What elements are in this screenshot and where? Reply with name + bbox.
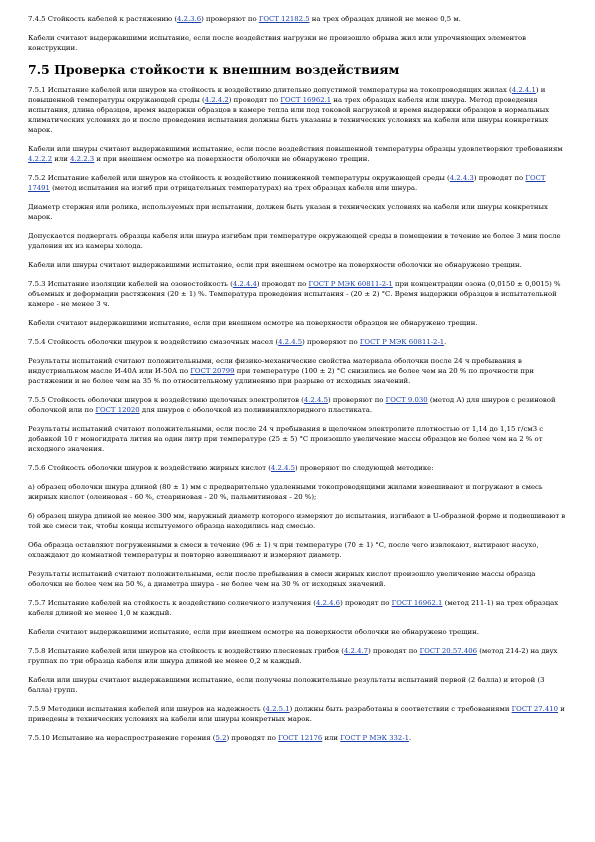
paragraph-text: на трех образцах длиной не менее 0,5 м. [309,15,461,23]
reference-link[interactable]: ГОСТ Р МЭК 60811-2-1 [359,338,445,346]
paragraph-text: 7.5.6 Стойкость оболочки шнуров к воздействию жирных кислот ( [28,464,271,472]
paragraph [28,733,568,743]
paragraph-text: Результаты испытаний считают положительными, если после 24 ч пребывания в щелочном электролите плотностью от 1,14 до 1,15 г/см3 с добавкой 10 г моногидрата лития на один литр при температуре (25 ± 5) °С произошло увеличение массы образцов не более чем на 2 % от исходного значения. [28,425,544,453]
paragraph-text: ) проводят по [226,734,279,742]
reference-link[interactable]: ГОСТ 17491 [28,174,546,192]
paragraph-text: 7.4.5 Стойкость кабелей к растяжению ( [28,15,178,23]
paragraph [28,482,568,502]
reference-link[interactable]: 4.2.4.3 [449,174,474,182]
paragraph [28,627,568,637]
paragraph-text: . [444,338,447,346]
paragraph-text: Допускается подвергать образцы кабеля или шнура изгибам при температуре окружающей среды в помещении в течение не более 3 мин после удаления их из камеры холода. [28,232,561,250]
paragraph-text: ) проводят по [473,174,526,182]
paragraph-text: 7.5.2 Испытание кабелей или шнуров на стойкость к воздействию пониженной температуры окружающей среды ( [28,174,450,182]
reference-link[interactable]: ГОСТ Р МЭК 60811-2-1 [308,280,393,288]
reference-link[interactable]: ГОСТ 20799 [190,367,235,375]
reference-link[interactable]: 4.2.4.6 [315,599,341,607]
paragraph [28,424,568,454]
paragraph-text: ) должны быть разработаны в соответствии с требованиями [289,705,512,713]
reference-link[interactable]: 4.2.5.1 [265,705,290,713]
reference-link[interactable]: 4.2.4.5 [303,396,328,404]
paragraph [28,646,568,666]
paragraph-text: для шнуров с оболочкой из поливинилхлоридного пластиката. [139,406,373,414]
paragraph-text: Диаметр стержня или ролика, используемых при испытании, должен быть указан в технических условиях на кабели или шнуры конкретных марок. [28,203,548,221]
paragraph [28,202,568,222]
paragraph-text: б) образец шнура длиной не менее 300 мм, наружный диаметр которого измеряют до испытания, изгибают в U-образной форме и подвешивают в той же смеси так, чтобы концы испытуемого образца находились над смесью. [28,512,566,530]
paragraph-text: ) проводят по [228,96,281,104]
paragraph-text: и при внешнем осмотре на поверхности оболочки не обнаружено трещин. [94,155,370,163]
paragraph [28,511,568,531]
paragraph [28,569,568,589]
paragraph-text: Результаты испытаний считают положительными, если физико-механические свойства материала оболочки после 24 ч пребывания в индустриальном масле И-40А или И-50А по [28,357,522,375]
reference-link[interactable]: ГОСТ 12182.5 [258,15,310,23]
paragraph-text: Кабели считают выдержавшими испытание, если при внешнем осмотре на поверхности образцов не обнаружено трещин. [28,319,478,327]
reference-link[interactable]: ГОСТ 16962.1 [280,96,332,104]
paragraph-text: ) проверяют по следующей методике: [295,464,434,472]
paragraph [28,540,568,560]
paragraph-text: ) проверяют по [201,15,259,23]
paragraph-text: 7.5.8 Испытание кабелей или шнуров на стойкость к воздействию плесневых грибов ( [28,647,344,655]
paragraph-text: Кабели или шнуры считают выдержавшими испытание, если после воздействия повышенной температуры образцы удовлетворяют требованиям [28,145,563,153]
paragraph-text: и приведены в технических условиях на кабели или шнуры конкретных марок. [28,705,565,723]
reference-link[interactable]: 4.2.4.5 [278,338,303,346]
paragraph-text: (метод 214-2) на двух группах по три образца кабеля или шнура длиной не менее 0,2 м каждый. [28,647,558,665]
paragraph-text: 7.5.7 Испытание кабелей на стойкость к воздействию солнечного излучения ( [28,599,316,607]
paragraph-text: 7.5.3 Испытание изоляции кабелей на озоностойкость ( [28,280,233,288]
paragraph [28,356,568,386]
paragraph-text: при концентрации озона (0,0150 ± 0,0015) % объемных и деформации растяжения (20 ± 1) %. Температура проведения испытания - (20 ± 2) °С. Время выдержки образцов в испытательной камере - не менее 3 ч. [28,280,561,308]
paragraph [28,33,568,53]
paragraph-text: Результаты испытаний считают положительными, если после пребывания в смеси жирных кислот произошло увеличение массы образца оболочки не более чем на 50 %, а диаметра шнура - не более чем на 30 % от исходных значений. [28,570,536,588]
reference-link[interactable]: 5.2 [215,734,227,742]
paragraph [28,144,568,164]
reference-link[interactable]: 4.2.3.6 [177,15,202,23]
paragraph [28,463,568,473]
reference-link[interactable]: ГОСТ 12176 [278,734,323,742]
paragraph-text: Кабели считают выдержавшими испытание, если после воздействия нагрузки не произошло обрыва жил или упрочняющих элементов конструкции. [28,34,526,52]
paragraph [28,260,568,270]
paragraph [28,85,568,135]
reference-link[interactable]: 4.2.2.3 [70,155,95,163]
document-content [28,14,568,743]
paragraph-text: или [52,155,71,163]
reference-link[interactable]: ГОСТ 12020 [95,406,140,414]
paragraph-text: (метод 211-1) на трех образцах кабеля длиной не менее 1,0 м каждый. [28,599,559,617]
paragraph-text: или [322,734,341,742]
reference-link[interactable]: 4.2.4.1 [511,86,536,94]
paragraph-text: 7.5.10 Испытание на нераспространение горения ( [28,734,216,742]
paragraph-text: 7.5.1 Испытание кабелей или шнуров на стойкость к воздействию длительно допустимой температуры на токопроводящих жилах ( [28,86,512,94]
paragraph [28,675,568,695]
reference-link[interactable]: ГОСТ 27.410 [511,705,558,713]
paragraph-text: ) проводят по [340,599,392,607]
paragraph [28,279,568,309]
paragraph-text: 7.5.9 Методики испытания кабелей или шнуров на надежность ( [28,705,266,713]
paragraph-text: ) и повышенной температуры окружающей среды ( [28,86,546,104]
reference-link[interactable]: 4.2.4.2 [204,96,229,104]
reference-link[interactable]: ГОСТ Р МЭК 332-1 [340,734,410,742]
paragraph-text: 7.5.5 Стойкость оболочки шнуров к воздействию щелочных электролитов ( [28,396,304,404]
paragraph-text: ) проводят по [256,280,309,288]
paragraph-text: Кабели или шнуры считают выдержавшими испытание, если получены положительные результаты испытаний первой (2 балла) и второй (3 балла) групп. [28,676,545,694]
paragraph [28,337,568,347]
reference-link[interactable]: 4.2.4.4 [232,280,257,288]
paragraph [28,231,568,251]
reference-link[interactable]: 4.2.2.2 [28,155,53,163]
section-heading: 7.5 Проверка стойкости к внешним воздействиям [28,62,400,77]
paragraph [28,14,568,24]
paragraph [28,704,568,724]
paragraph [28,173,568,193]
paragraph-text: на трех образцах кабеля или шнура. Метод проведения испытания, длина образцов, время выдержки образцов в камере тепла или под токовой нагрузкой и время выдержки образцов в нормальных климатических условиях до и после проведения испытания должны быть указаны в технических условиях на кабели или шнуры конкретных марок. [28,96,550,134]
reference-link[interactable]: 4.2.4.7 [343,647,369,655]
paragraph-text: Оба образца оставляют погруженными в смеси в течение (96 ± 1) ч при температуре (70 ± 1) °С, после чего извлекают, вытирают насухо, охлаждают до комнатной температуры и повторно взвешивают и измеряют диаметр. [28,541,539,559]
paragraph-text: 7.5.4 Стойкость оболочки шнуров к воздействию смазочных масел ( [28,338,279,346]
paragraph-text: ) проводят по [368,647,420,655]
paragraph [28,318,568,328]
paragraph [28,395,568,415]
paragraph-text: Кабели считают выдержавшими испытание, если при внешнем осмотре на поверхности оболочки не обнаружено трещин. [28,628,479,636]
paragraph-text: Кабели или шнуры считают выдержавшими испытание, если при внешнем осмотре на поверхности оболочки не обнаружено трещин. [28,261,522,269]
reference-link[interactable]: ГОСТ 20.57.406 [419,647,477,655]
paragraph-text: . [409,734,412,742]
reference-link[interactable]: ГОСТ 9.030 [385,396,428,404]
paragraph-text: (метод А) для шнуров с резиновой оболочкой или по [28,396,556,414]
paragraph-text: (метод испытания на изгиб при отрицательных температурах) на трех образцах кабеля или шнура. [49,184,418,192]
paragraph-text: при температуре (100 ± 2) °С снизились не более чем на 20 % по прочности при растяжении и не более чем на 35 % по относительному удлинению при разрыве от исходных значений. [28,367,534,385]
paragraph-text: ) проверяют по [327,396,386,404]
paragraph-text: ) проверяют по [302,338,360,346]
reference-link[interactable]: 4.2.4.5 [270,464,296,472]
paragraph [28,598,568,618]
reference-link[interactable]: ГОСТ 16962.1 [391,599,443,607]
paragraph-text: а) образец оболочки шнура длиной (80 ± 1) мм с предварительно удаленными токопроводящими жилами взвешивают и погружают в смесь жирных кислот (олеиновая - 60 %, стеариновая - 20 %, пальмитиновая - 20 %); [28,483,543,501]
